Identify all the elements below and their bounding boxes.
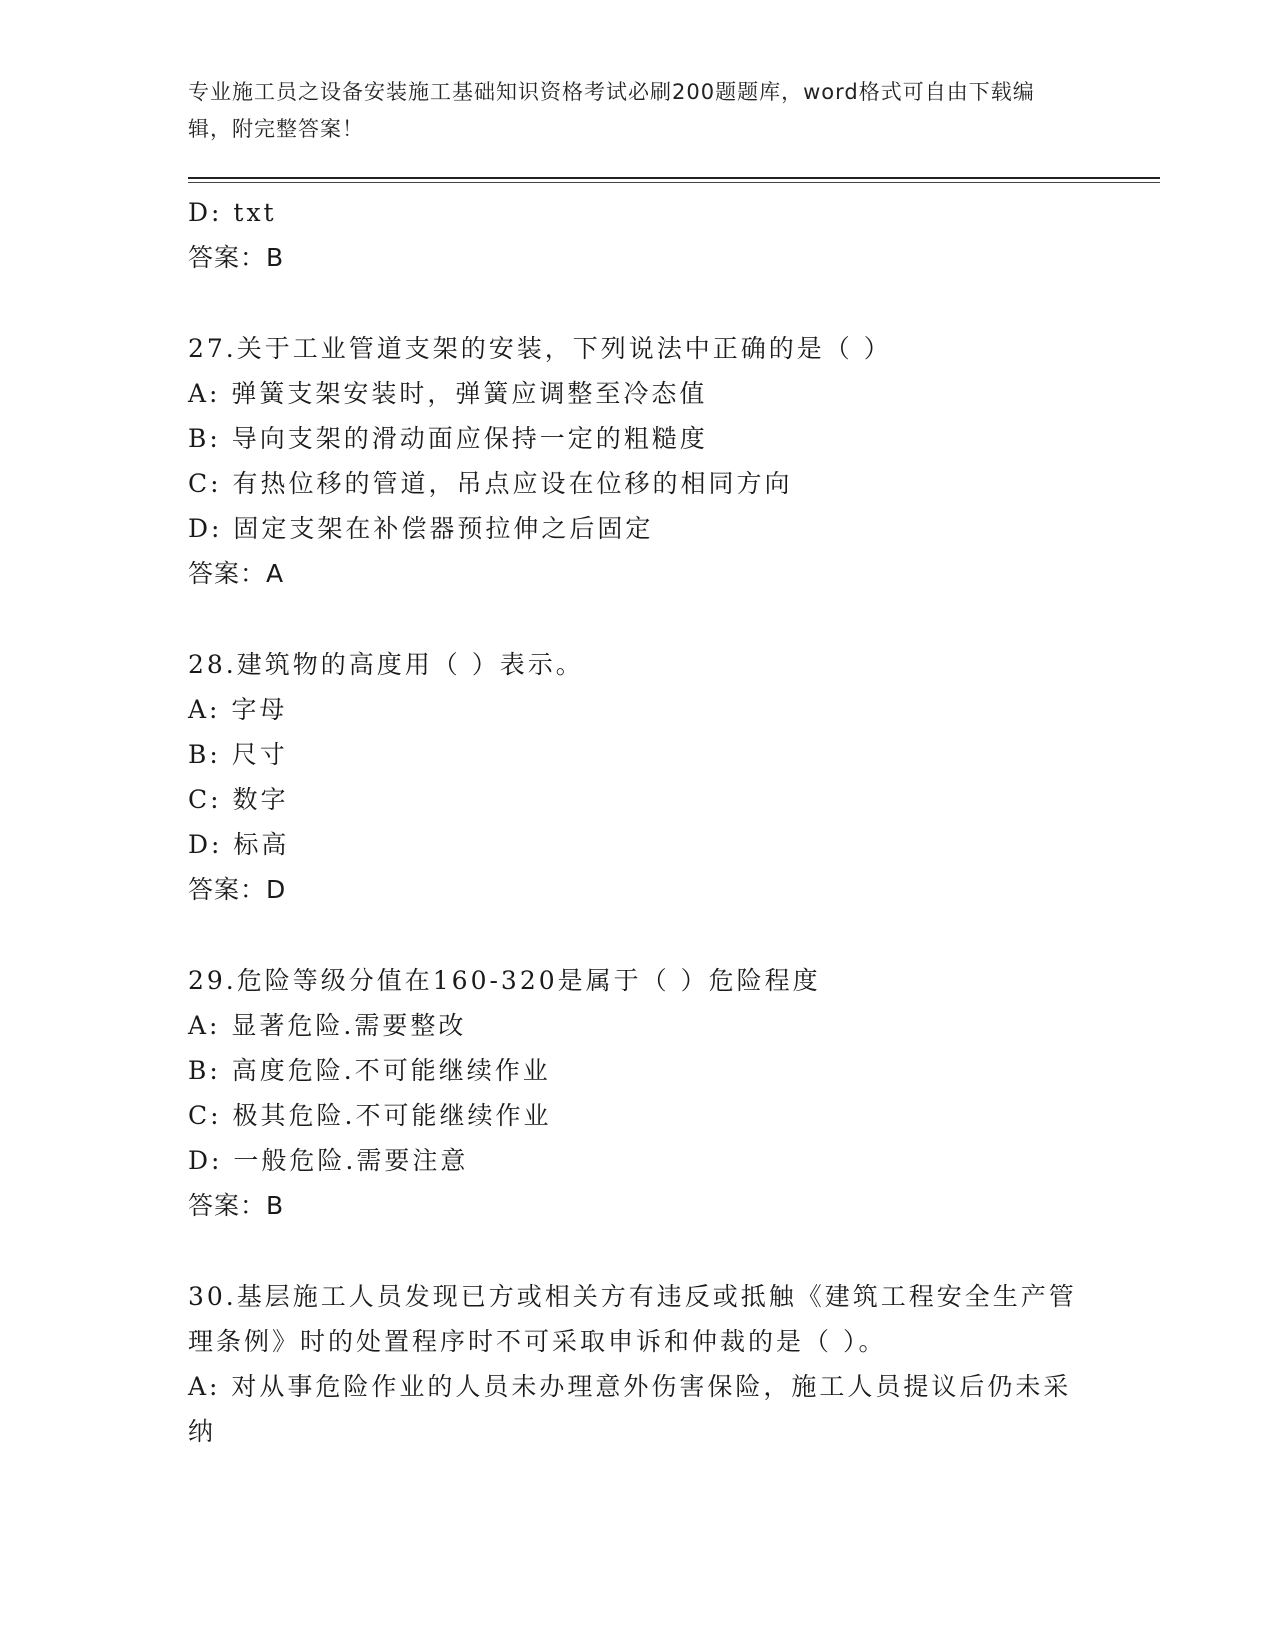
- question-list: [188, 190, 1108, 1454]
- option-a: A: 显著危险.需要整改: [188, 1011, 467, 1040]
- question-28: [188, 642, 1108, 913]
- option-c: C: 有热位移的管道，吊点应设在位移的相同方向: [188, 469, 793, 498]
- option-d: D: 标高: [188, 830, 290, 859]
- question-30: [188, 1274, 1108, 1454]
- option-c: C: 极其危险.不可能继续作业: [188, 1101, 552, 1130]
- question-26-tail: [188, 190, 1108, 281]
- option-a: A: 字母: [188, 695, 288, 724]
- answer: 答案：B: [188, 243, 285, 272]
- option-b: B: 高度危险.不可能继续作业: [188, 1056, 551, 1085]
- header-divider-thin: [188, 182, 1160, 183]
- question-stem: 27.关于工业管道支架的安装，下列说法中正确的是（ ）: [188, 334, 892, 363]
- option-d: D: 固定支架在补偿器预拉伸之后固定: [188, 514, 654, 543]
- header-divider-thick: [188, 177, 1160, 179]
- question-27: [188, 326, 1108, 597]
- option-a: A: 弹簧支架安装时，弹簧应调整至冷态值: [188, 379, 708, 408]
- option-d: D: txt: [188, 198, 277, 227]
- question-stem: 30.基层施工人员发现已方或相关方有违反或抵触《建筑工程安全生产管理条例》时的处置程序时不可采取申诉和仲裁的是（ ）。: [188, 1282, 1077, 1356]
- option-a: A: 对从事危险作业的人员未办理意外伤害保险，施工人员提议后仍未采纳: [188, 1372, 1072, 1446]
- answer: 答案：B: [188, 1191, 285, 1220]
- option-b: B: 导向支架的滑动面应保持一定的粗糙度: [188, 424, 708, 453]
- option-c: C: 数字: [188, 785, 289, 814]
- question-29: [188, 958, 1108, 1229]
- question-stem: 28.建筑物的高度用（ ）表示。: [188, 650, 584, 679]
- option-d: D: 一般危险.需要注意: [188, 1146, 469, 1175]
- question-stem: 29.危险等级分值在160-320是属于（ ）危险程度: [188, 966, 821, 995]
- answer: 答案：D: [188, 875, 287, 904]
- option-b: B: 尺寸: [188, 740, 288, 769]
- answer: 答案：A: [188, 559, 285, 588]
- document-header: 专业施工员之设备安装施工基础知识资格考试必刷200题题库，word格式可自由下载编辑，附完整答案！: [188, 80, 1035, 141]
